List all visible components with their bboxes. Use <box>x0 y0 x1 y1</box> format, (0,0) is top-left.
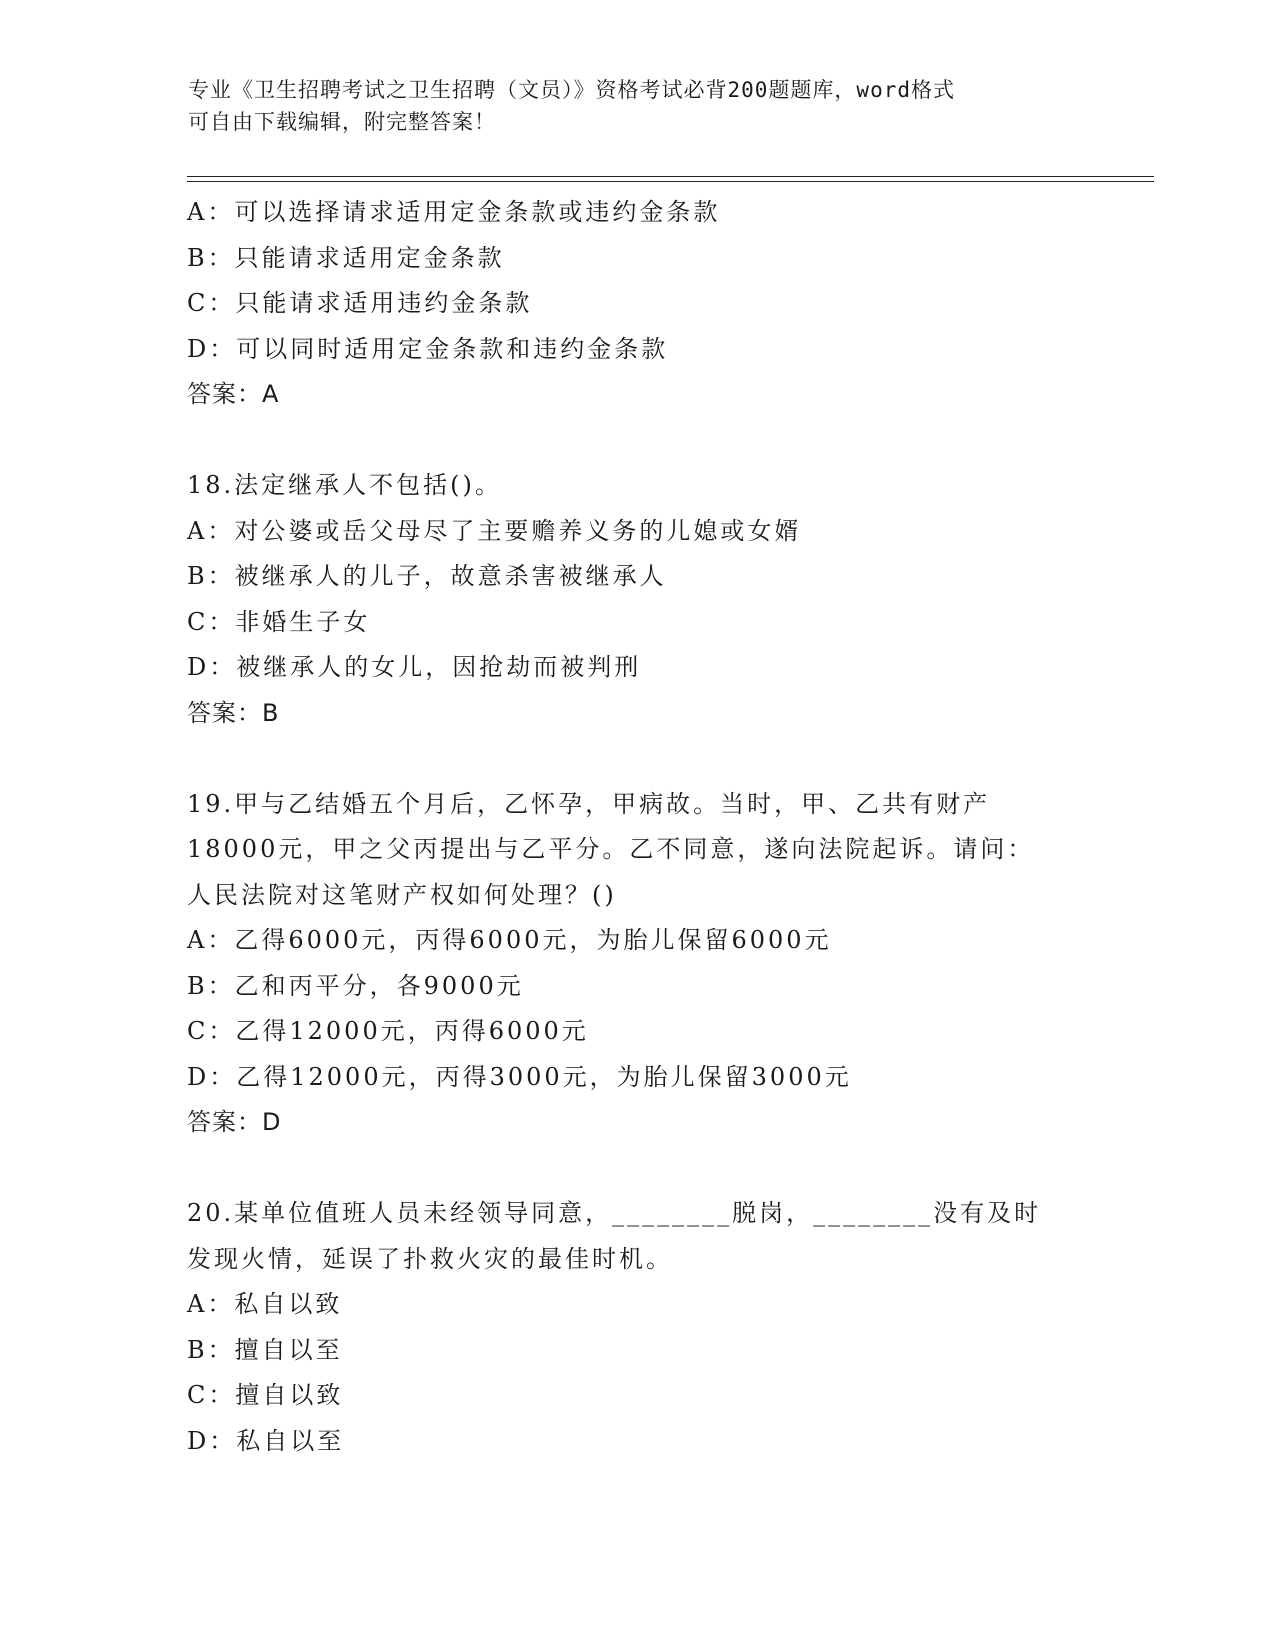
header-divider-bottom <box>187 181 1154 182</box>
question-19 <box>187 782 1087 1146</box>
question-stem: 18.法定继承人不包括()。 <box>187 471 502 499</box>
spacer <box>187 736 1087 782</box>
spacer <box>187 418 1087 464</box>
answer-line: 答案：A <box>187 380 280 408</box>
option-a: A：私自以致 <box>187 1290 343 1318</box>
spacer <box>187 1146 1087 1192</box>
question-stem: 人民法院对这笔财产权如何处理？() <box>187 880 617 909</box>
header-divider-top <box>187 176 1154 177</box>
option-b: B：被继承人的儿子，故意杀害被继承人 <box>187 562 667 590</box>
option-d: D：可以同时适用定金条款和违约金条款 <box>187 334 669 363</box>
question-list <box>187 190 1087 1464</box>
document-header <box>188 74 1088 138</box>
answer-line: 答案：B <box>187 698 280 727</box>
question-20 <box>187 1191 1087 1464</box>
option-a: A：可以选择请求适用定金条款或违约金条款 <box>187 198 721 226</box>
option-b: B：只能请求适用定金条款 <box>187 243 505 272</box>
answer-line: 答案：D <box>187 1108 282 1136</box>
option-c: C：擅自以致 <box>187 1381 344 1409</box>
option-b: B：擅自以至 <box>187 1335 343 1364</box>
option-d: D：私自以至 <box>187 1426 345 1455</box>
header-line-2: 可自由下载编辑，附完整答案！ <box>188 110 496 134</box>
header-line-1: 专业《卫生招聘考试之卫生招聘（文员）》资格考试必背200题题库，word格式 <box>188 78 955 102</box>
question-stem: 发现火情，延误了扑救火灾的最佳时机。 <box>187 1244 673 1273</box>
question-stem: 20.某单位值班人员未经领导同意，________脱岗，________没有及时 <box>187 1199 1042 1227</box>
question-stem: 19.甲与乙结婚五个月后，乙怀孕，甲病故。当时，甲、乙共有财产 <box>187 789 991 818</box>
question-18 <box>187 463 1087 736</box>
option-c: C：只能请求适用违约金条款 <box>187 289 533 317</box>
option-a: A：乙得6000元，丙得6000元，为胎儿保留6000元 <box>187 926 832 954</box>
option-b: B：乙和丙平分，各9000元 <box>187 971 524 1000</box>
question-stem: 18000元，甲之父丙提出与乙平分。乙不同意，遂向法院起诉。请问： <box>187 835 1035 863</box>
option-c: C：非婚生子女 <box>187 607 371 636</box>
option-c: C：乙得12000元，丙得6000元 <box>187 1017 589 1045</box>
option-d: D：被继承人的女儿，因抢劫而被判刑 <box>187 653 642 681</box>
option-a: A：对公婆或岳父母尽了主要赡养义务的儿媳或女婿 <box>187 516 802 545</box>
question-17 <box>187 190 1087 418</box>
option-d: D：乙得12000元，丙得3000元，为胎儿保留3000元 <box>187 1062 852 1091</box>
